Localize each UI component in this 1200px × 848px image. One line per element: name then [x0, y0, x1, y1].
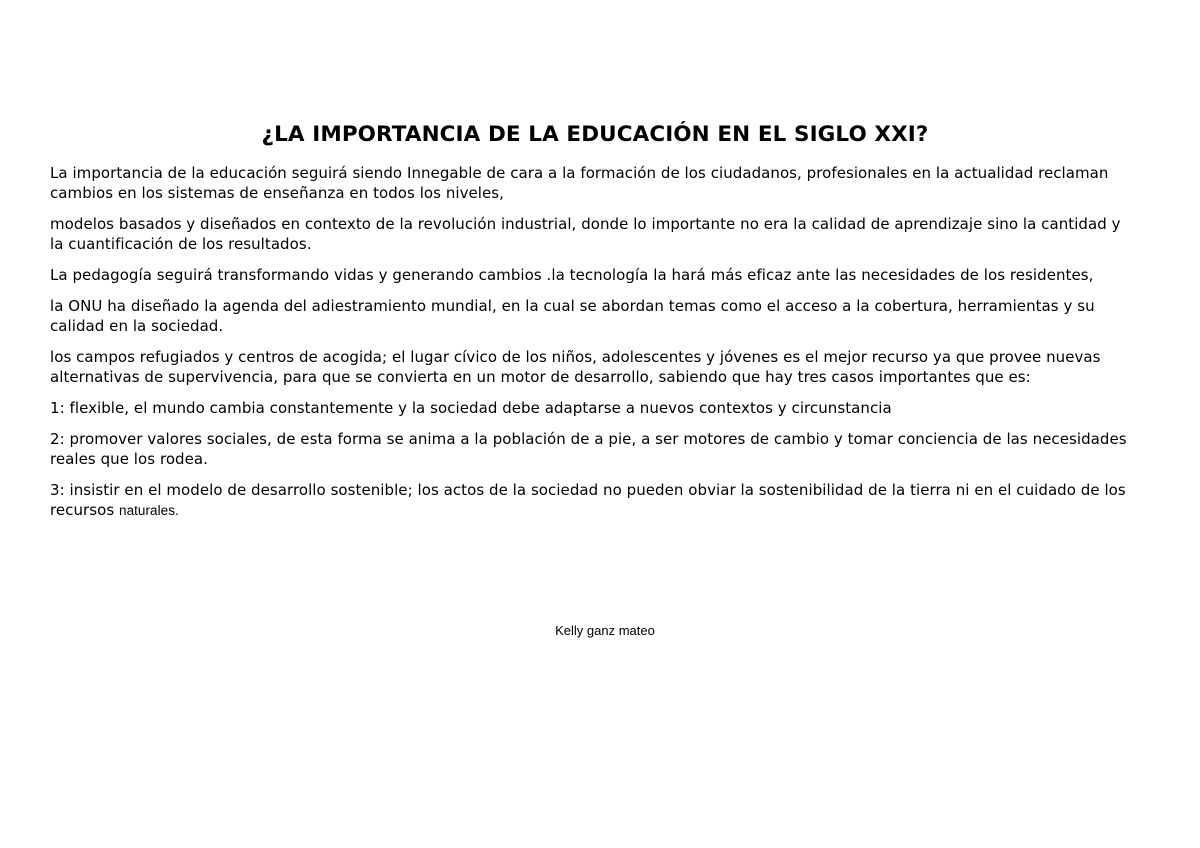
paragraph-models: modelos basados y diseñados en contexto de la revolución industrial, donde lo importante no era la calidad de aprendizaje sino la cantidad y la cuantificación de los resultados.: [50, 215, 1121, 253]
paragraph-importance: La importancia de la educación seguirá siendo Innegable de cara a la formación de los ciudadanos, profesionales en la actualidad reclaman cambios en los sistemas de enseñanza en todos los niveles,: [50, 164, 1109, 202]
paragraph-point-1: 1: flexible, el mundo cambia constantemente y la sociedad debe adaptarse a nuevos contextos y circunstancia: [50, 399, 892, 417]
paragraph-point-3-tail: naturales.: [119, 503, 179, 518]
document-title: ¿LA IMPORTANCIA DE LA EDUCACIÓN EN EL SIGLO XXI?: [261, 122, 929, 147]
author-signature: Kelly ganz mateo: [555, 623, 655, 638]
paragraph-point-3-text: 3: insistir en el modelo de desarrollo sostenible; los actos de la sociedad no pueden obviar la sostenibilidad de la tierra ni en el cuidado de los recursos: [50, 481, 1126, 519]
paragraph-onu: la ONU ha diseñado la agenda del adiestramiento mundial, en la cual se abordan temas como el acceso a la cobertura, herramientas y su calidad en la sociedad.: [50, 297, 1095, 335]
paragraph-point-3: [50, 480, 1130, 521]
paragraph-refugee-camps: los campos refugiados y centros de acogida; el lugar cívico de los niños, adolescentes y jóvenes es el mejor recurso ya que provee nuevas alternativas de supervivencia, para que se convierta en un motor de desarrollo, sabiendo que hay tres casos importantes que es:: [50, 348, 1101, 386]
paragraph-pedagogy: La pedagogía seguirá transformando vidas y generando cambios .la tecnología la hará más eficaz ante las necesidades de los residentes,: [50, 266, 1094, 284]
paragraph-point-2: 2: promover valores sociales, de esta forma se anima a la población de a pie, a ser motores de cambio y tomar conciencia de las necesidades reales que los rodea.: [50, 430, 1127, 468]
